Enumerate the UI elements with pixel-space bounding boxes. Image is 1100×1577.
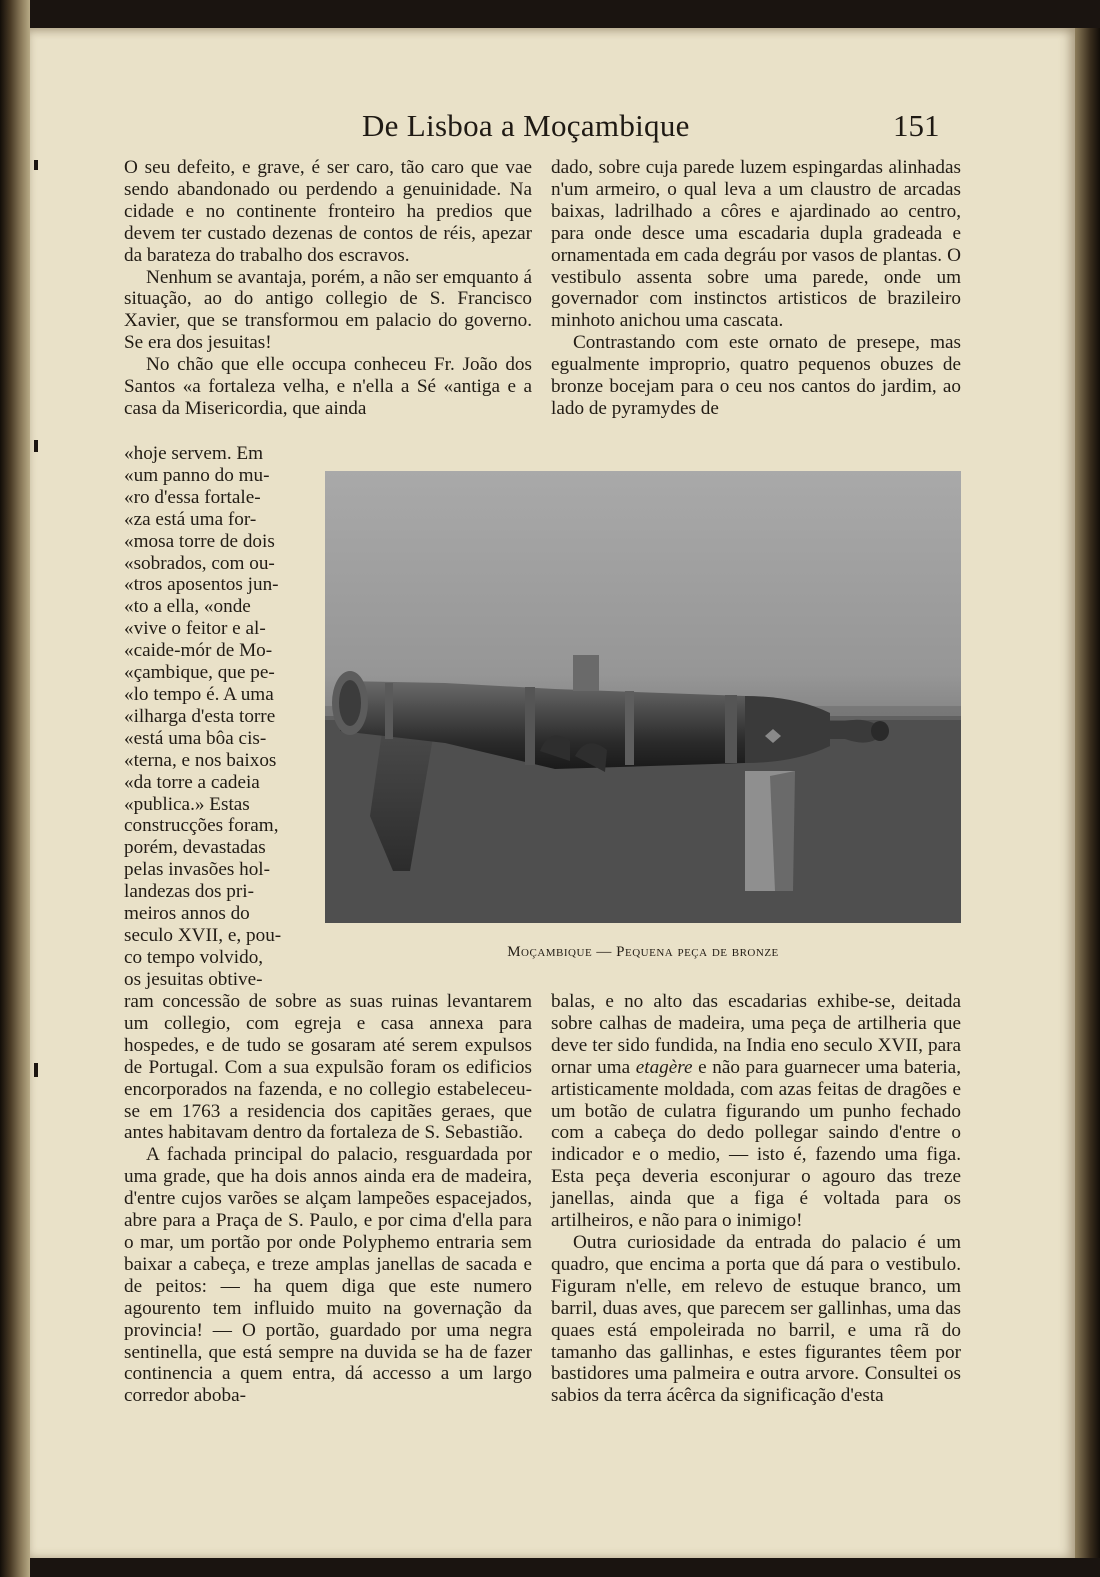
text-line: «da torre a cadeia [124, 771, 260, 793]
text-line: «um panno do mu- [124, 464, 270, 486]
text-line: os jesuitas obtive- [124, 968, 263, 990]
right-column-bottom [551, 991, 961, 1407]
page-edge-shadow [1075, 28, 1100, 1558]
paragraph: No chão que elle occupa conheceu Fr. João dos Santos «a fortaleza velha, e n'ella a Sé «antiga e a casa da Misericordia, que ainda [124, 354, 532, 419]
text-line: «to a ella, «onde [124, 596, 251, 618]
text-line: «çambique, que pe- [124, 662, 275, 684]
margin-mark [34, 160, 38, 170]
paragraph: Nenhum se avantaja, porém, a não ser emquanto á situação, ao do antigo collegio de S. Francisco Xavier, que se transformou em palacio do governo. Se era dos jesuitas! [124, 266, 532, 354]
text-line: pelas invasões hol- [124, 859, 271, 881]
text-line: «publica.» Estas [124, 793, 250, 815]
text-line: «sobrados, com ou- [124, 552, 275, 574]
text-line: «ilharga d'esta torre [124, 705, 276, 727]
text-line: construcções foram, [124, 815, 279, 837]
left-column-narrow [124, 443, 299, 991]
paragraph: A fachada principal do palacio, resguardada por uma grade, que ha dois annos ainda era de madeira, d'entre cujos varões se alçam lampeões espacejados, abre para a Praça de S. Paulo, e por cima d'ella para o mar, um portão por onde Polyphemo entraria sem baixar a cabeça, e treze amplas janellas de sacada e de peitos: — ha quem diga que este numero agourento tem influido muito na governação da provincia! — O portão, guardado por uma negra sentinella, que está sempre na duvida se ha de fazer continencia a quem entra, dá accesso a um largo corredor aboba- [124, 1144, 532, 1407]
text-line: «hoje servem. Em [124, 443, 264, 464]
text-line: «mosa torre de dois [124, 530, 275, 552]
italic-term: etagère [635, 1056, 693, 1078]
text-line: «caide-mór de Mo- [124, 640, 273, 662]
paragraph: Contrastando com este ornato de presepe, mas egualmente improprio, quatro pequenos obuzes de bronze bocejam para o ceu nos cantos do jardim, ao lado de pyramydes de [551, 332, 961, 419]
margin-mark [34, 440, 38, 452]
text-line: «tros aposentos jun- [124, 574, 279, 596]
paragraph [551, 991, 961, 1232]
paragraph: O seu defeito, e grave, é ser caro, tão caro que vae sendo abandonado ou perdendo a genuinidade. Na cidade e no continente fronteiro ha predios que devem ter custado dezenas de contos de réis, apezar da barateza do trabalho dos escravos. [124, 157, 532, 266]
text-line: seculo XVII, e, pou- [124, 924, 282, 946]
left-column-bottom [124, 991, 532, 1407]
text-line: «está uma bôa cis- [124, 727, 267, 749]
paragraph: ram concessão de sobre as suas ruinas levantarem um collegio, com egreja e casa annexa para hospedes, e de tudo se gosaram até serem expulsos de Portugal. Com a sua expulsão foram os edificios encorporados na fazenda, e no collegio estabeleceu-se em 1763 a residencia dos capitães geraes, que antes habitavam dentro da fortaleza de S. Sebastião. [124, 991, 532, 1144]
paragraph: Outra curiosidade da entrada do palacio é um quadro, que encima a porta que dá para o vestibulo. Figuram n'elle, em relevo de estuque branco, um barril, duas aves, que parecem ser gallinhas, uma das quaes está empoleirada no barril, e uma rã do tamanho das gallinhas, e estes figurantes têem por bastidores uma palmeira e outra arvore. Consultei os sabios da terra ácêrca da significação d'esta [551, 1231, 961, 1407]
text-run: balas, e no alto das escadarias exhibe-se, deitada sobre calhas de madeira, uma peça de artilheria que deve ter sido fundida, na India eno seculo XVII, para ornar uma [551, 991, 961, 1078]
text-line: co tempo volvido, [124, 946, 264, 968]
text-run: e não para guarnecer uma bateria, artisticamente moldada, com azas feitas de dragões e um botão de culatra figurando um punho fechado com a cabeça do dedo pollegar saindo d'entre o indicador e o medio, — isto é, fazendo uma figa. Esta peça deveria esconjurar o agouro das treze janellas, ainda que a figa é voltada para os artilheiros, e não para o inimigo! [551, 1056, 961, 1232]
book-gutter-shadow [0, 0, 30, 1577]
margin-mark [34, 1063, 38, 1077]
text-line: meiros annos do [124, 903, 250, 925]
text-line: landezas dos pri- [124, 881, 255, 903]
text-line: «ro d'essa fortale- [124, 486, 261, 508]
right-column-top [551, 157, 961, 420]
text-line: «lo tempo é. A uma [124, 683, 274, 705]
text-line: porém, devastadas [124, 837, 266, 859]
cannon-illustration [325, 471, 961, 923]
text-line: «vive o feitor e al- [124, 618, 266, 640]
text-line: «terna, e nos baixos [124, 749, 277, 771]
paragraph: dado, sobre cuja parede luzem espingardas alinhadas n'um armeiro, o qual leva a um claustro de arcadas baixas, ladrilhado a côres e ajardinado ao centro, para onde desce uma escadaria dupla gradeada e ornamentada em cada degráu por vasos de plantas. O vestibulo assenta sobre uma parede, onde um governador com instinctos artisticos de brazileiro minhoto anichou uma cascata. [551, 157, 961, 332]
left-column-top [124, 157, 532, 420]
figure-caption: Moçambique — Pequena peça de bronze [507, 944, 779, 960]
cannon-photograph [325, 471, 961, 923]
text-line: «za está uma for- [124, 508, 257, 530]
page-number: 151 [893, 108, 940, 143]
running-header: De Lisboa a Moçambique [362, 108, 690, 143]
